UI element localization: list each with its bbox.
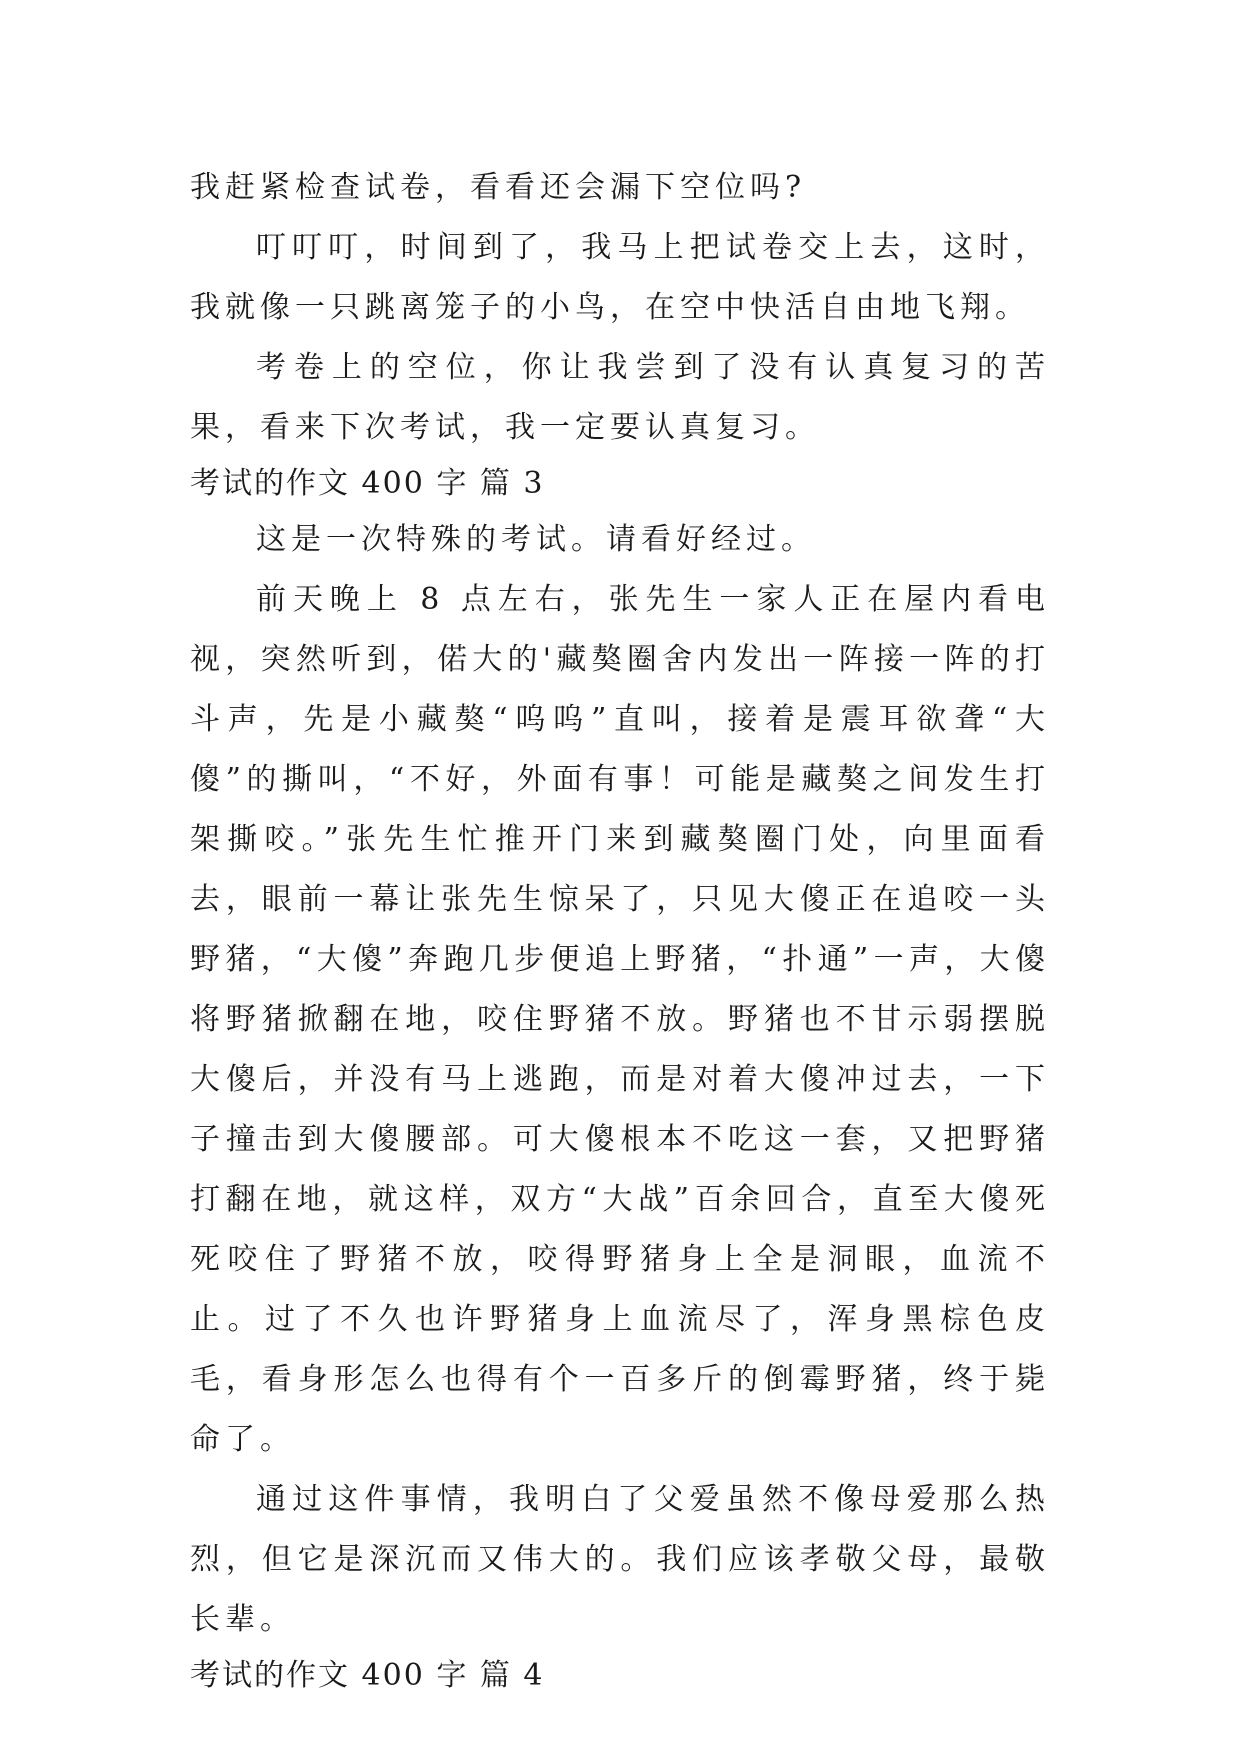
paragraph-mastiff-story: 前天晚上 8 点左右，张先生一家人正在屋内看电视，突然听到，偌大的'藏獒圈舍内发出一阵接一阵的打斗声，先是小藏獒“呜呜”直叫，接着是震耳欲聋“大傻”的撕叫，“不好，外面有事！可能是藏獒之间发生打架撕咬。”张先生忙推开门来到藏獒圈门处，向里面看去，眼前一幕让张先生惊呆了，只见大傻正在追咬一头野猪，“大傻”奔跑几步便追上野猪，“扑通”一声，大傻将野猪掀翻在地，咬住野猪不放。野猪也不甘示弱摆脱大傻后，并没有马上逃跑，而是对着大傻冲过去，一下子撞击到大傻腰部。可大傻根本不吃这一套，又把野猪打翻在地，就这样，双方“大战”百余回合，直至大傻死死咬住了野猪不放，咬得野猪身上全是洞眼，血流不止。过了不久也许野猪身上血流尽了，浑身黑棕色皮毛，看身形怎么也得有个一百多斤的倒霉野猪，终于毙命了。 bbox=[190, 582, 1050, 1457]
paragraph-special-exam: 这是一次特殊的考试。请看好经过。 bbox=[256, 522, 816, 557]
section-heading-3: 考试的作文 400 字 篇 3 bbox=[190, 466, 545, 501]
document-body bbox=[190, 158, 1050, 1702]
paragraph-conclusion: 通过这件事情，我明白了父爱虽然不像母爱那么热烈，但它是深沉而又伟大的。我们应该孝敬父母，最敬长辈。 bbox=[190, 1482, 1050, 1637]
paragraph-time-up: 叮叮叮，时间到了，我马上把试卷交上去，这时，我就像一只跳离笼子的小鸟，在空中快活自由地飞翔。 bbox=[190, 230, 1050, 325]
paragraph-blank-lesson: 考卷上的空位，你让我尝到了没有认真复习的苦果，看来下次考试，我一定要认真复习。 bbox=[190, 350, 1050, 445]
paragraph-check-paper: 我赶紧检查试卷，看看还会漏下空位吗? bbox=[190, 170, 807, 205]
section-heading-4: 考试的作文 400 字 篇 4 bbox=[190, 1658, 545, 1693]
